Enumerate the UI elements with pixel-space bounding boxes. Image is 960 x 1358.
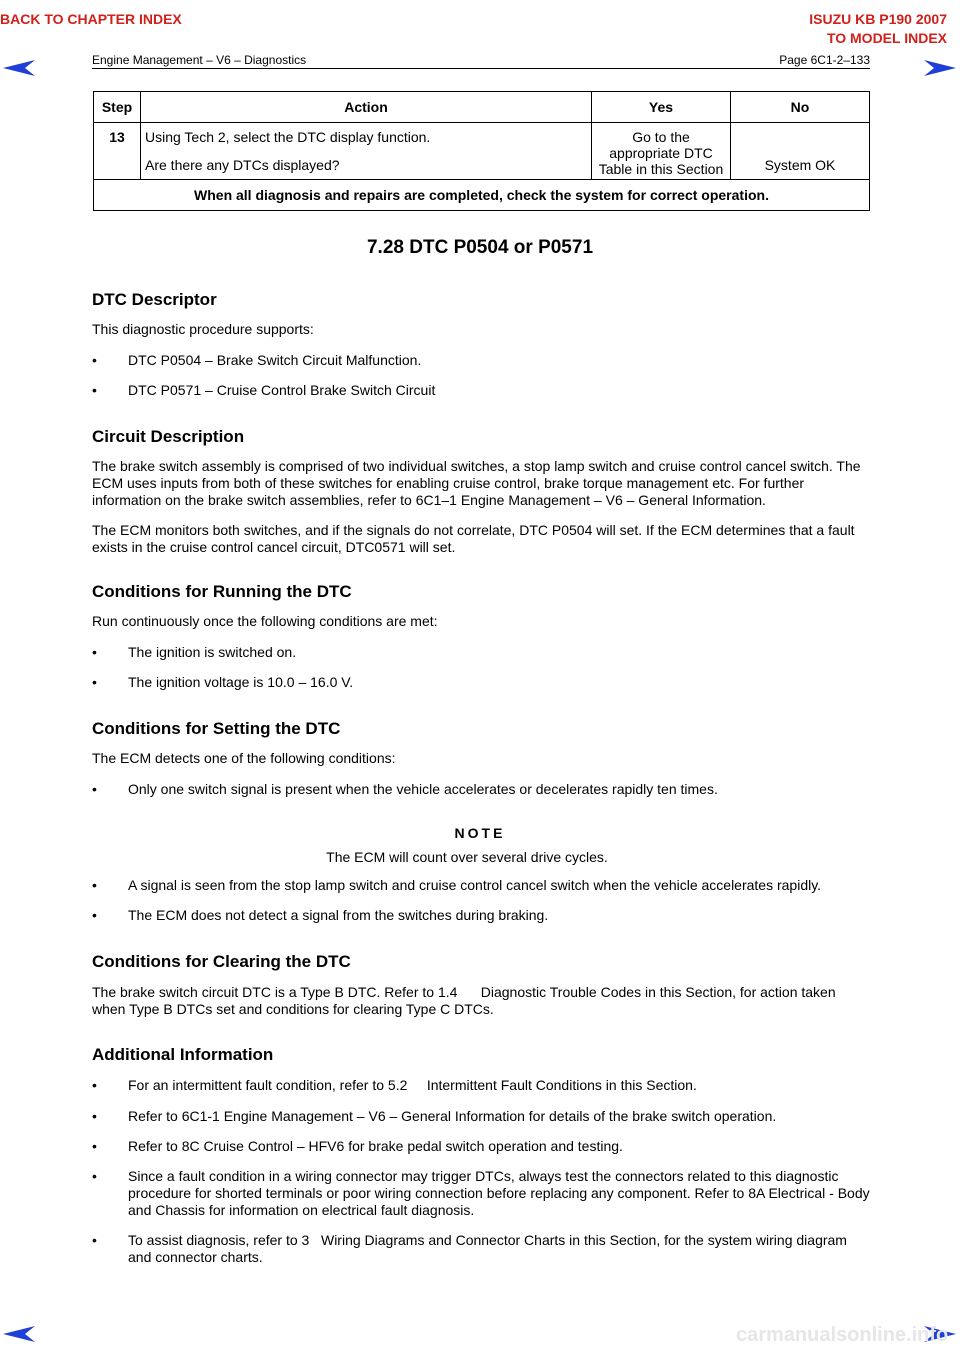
diagnostic-step-table (93, 91, 870, 211)
step-no: System OK (731, 123, 870, 180)
section-title: 7.28 DTC P0504 or P0571 (366, 237, 594, 258)
bullet-icon: • (92, 1232, 97, 1248)
step-action (141, 123, 592, 180)
descriptor-intro: This diagnostic procedure supports: (92, 321, 314, 337)
bullet-icon: • (92, 877, 97, 893)
list-item-text: To assist diagnosis, refer to 3 Wiring Diagrams and Connector Charts in this Section, for the system wiring diagram and connector charts. (128, 1232, 851, 1265)
bullet-icon: • (92, 1138, 97, 1154)
list-item-text: DTC P0571 – Cruise Control Brake Switch Circuit (128, 382, 436, 398)
list-item-text: Refer to 6C1-1 Engine Management – V6 – General Information for details of the brake switch operation. (128, 1108, 777, 1124)
list-item-text: The ECM does not detect a signal from the switches during braking. (128, 907, 549, 923)
circuit-paragraph-2: The ECM monitors both switches, and if the signals do not correlate, DTC P0504 will set. If the ECM determines that a fault exists in the cruise control cancel circuit, DTC0571 will set. (92, 522, 855, 555)
bullet-icon: • (92, 382, 97, 398)
bullet-icon: • (92, 907, 97, 923)
running-header-left: Engine Management – V6 – Diagnostics (92, 53, 307, 67)
col-action: Action (141, 92, 592, 123)
list-item-text: The ignition voltage is 10.0 – 16.0 V. (128, 674, 354, 690)
heading-conditions-running: Conditions for Running the DTC (92, 582, 352, 601)
list-item-text: Refer to 8C Cruise Control – HFV6 for brake pedal switch operation and testing. (128, 1138, 623, 1154)
next-page-arrow-icon[interactable] (924, 60, 956, 76)
running-header-right: Page 6C1-2–133 (779, 53, 870, 67)
back-to-chapter-index-link[interactable]: BACK TO CHAPTER INDEX (0, 11, 182, 27)
step-yes (592, 123, 731, 180)
col-no: No (731, 92, 870, 123)
circuit-paragraph-1: The brake switch assembly is comprised of two individual switches, a stop lamp switch and cruise control cancel switch. The ECM uses inputs from both of these switches for enabling cruise control, brake torque management etc. For further information on the brake switch assemblies, refer to 6C1–1 Engine Management – V6 – General Information. (92, 458, 861, 508)
heading-dtc-descriptor: DTC Descriptor (92, 290, 217, 309)
running-intro: Run continuously once the following conditions are met: (92, 613, 438, 629)
bullet-icon: • (92, 644, 97, 660)
list-item-text: DTC P0504 – Brake Switch Circuit Malfunction. (128, 352, 422, 368)
table-header-row (94, 92, 870, 123)
list-item-text: Only one switch signal is present when the vehicle accelerates or decelerates rapidly ten times. (128, 781, 718, 797)
note-body: The ECM will count over several drive cycles. (326, 849, 608, 865)
heading-circuit-description: Circuit Description (92, 427, 245, 446)
yes-line: appropriate DTC (609, 145, 713, 161)
list-item-text: The ignition is switched on. (128, 644, 297, 660)
bullet-icon: • (92, 1168, 97, 1184)
col-yes: Yes (592, 92, 731, 123)
bullet-icon: • (92, 1077, 97, 1093)
setting-intro: The ECM detects one of the following conditions: (92, 750, 396, 766)
action-line: Using Tech 2, select the DTC display function. (145, 129, 431, 145)
previous-page-arrow-icon[interactable] (3, 60, 35, 76)
table-row (94, 123, 870, 180)
yes-line: Table in this Section (598, 161, 724, 177)
heading-conditions-clearing: Conditions for Clearing the DTC (92, 952, 351, 971)
clearing-paragraph: The brake switch circuit DTC is a Type B DTC. Refer to 1.4 Diagnostic Trouble Codes in this Section, for action taken when Type B DTCs set and conditions for clearing Type C DTCs. (92, 984, 840, 1017)
watermark: carmanualsonline.info (736, 1324, 949, 1346)
bullet-icon: • (92, 674, 97, 690)
col-step: Step (94, 92, 141, 123)
final-check-text: When all diagnosis and repairs are completed, check the system for correct operation. (94, 180, 870, 211)
heading-conditions-setting: Conditions for Setting the DTC (92, 719, 341, 738)
action-question: Are there any DTCs displayed? (145, 157, 340, 173)
previous-page-arrow-icon[interactable] (3, 1326, 35, 1342)
list-item-text: Since a fault condition in a wiring connector may trigger DTCs, always test the connectors related to this diagnostic procedure for shorted terminals or poor wiring connection before replacing any component. Refer to 8A Electrical - Body and Chassis for information on electrical fault diagnosis. (128, 1168, 870, 1218)
note-title: NOTE (454, 825, 506, 841)
step-number: 13 (94, 123, 141, 180)
header-rule (92, 68, 870, 69)
heading-additional-information: Additional Information (92, 1045, 274, 1064)
brand-title: ISUZU KB P190 2007 (809, 11, 947, 27)
to-model-index-link[interactable]: TO MODEL INDEX (826, 30, 947, 46)
bullet-icon: • (92, 352, 97, 368)
bullet-icon: • (92, 1108, 97, 1124)
bullet-icon: • (92, 781, 97, 797)
list-item-text: A signal is seen from the stop lamp switch and cruise control cancel switch when the vehicle accelerates rapidly. (128, 877, 822, 893)
yes-line: Go to the (632, 129, 690, 145)
list-item-text: For an intermittent fault condition, refer to 5.2 Intermittent Fault Conditions in this Section. (128, 1077, 697, 1093)
table-final-row (94, 180, 870, 211)
